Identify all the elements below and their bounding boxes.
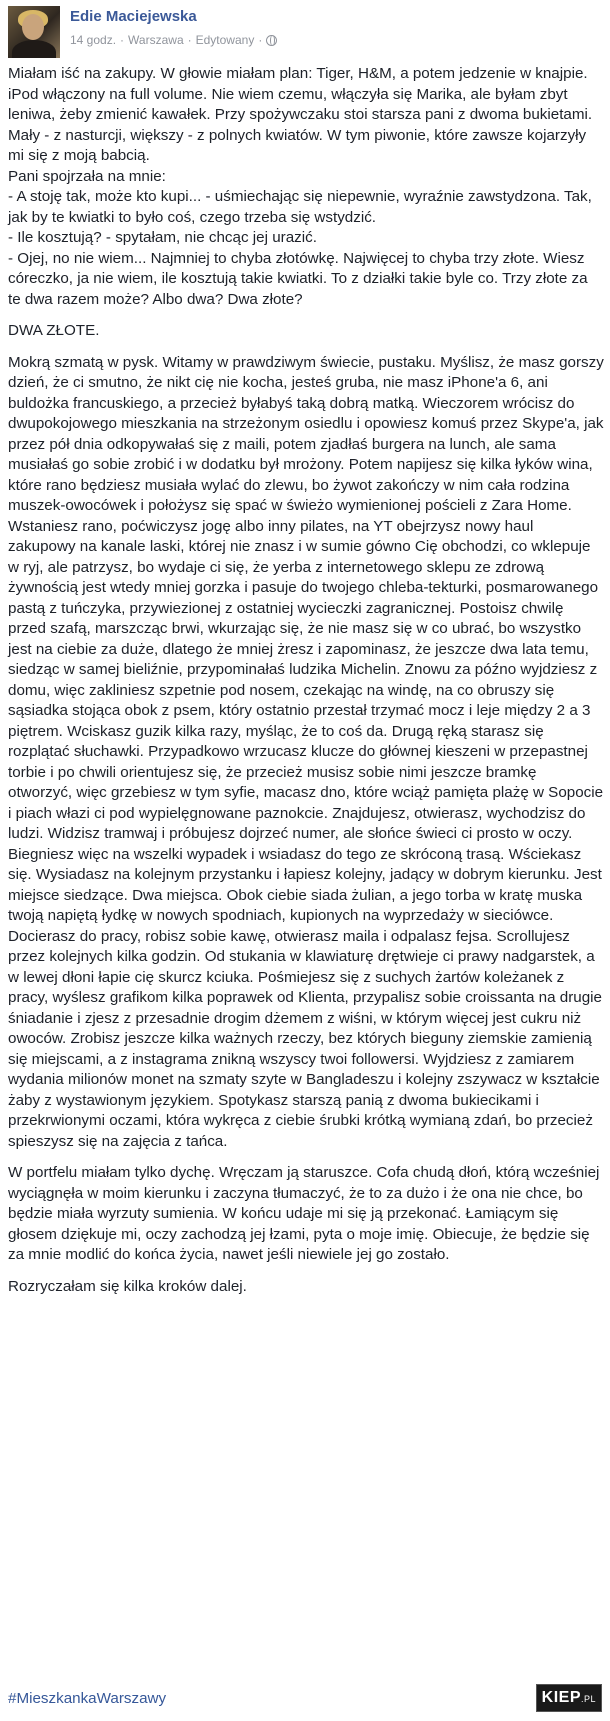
watermark-suffix: .PL <box>580 1694 596 1704</box>
avatar[interactable] <box>8 6 60 58</box>
globe-icon[interactable] <box>266 35 277 46</box>
hashtag-link[interactable]: #MieszkankaWarszawy <box>8 1690 167 1707</box>
post-header <box>8 6 602 56</box>
meta-separator: · <box>187 33 192 47</box>
author-name[interactable]: Edie Maciejewska <box>70 8 197 25</box>
meta-separator: · <box>120 33 125 47</box>
kiep-watermark-logo <box>536 1684 602 1712</box>
post-paragraph: Miałam iść na zakupy. W głowie miałam plan: Tiger, H&M, a potem jedzenie w knajpie. iPod włączony na full volume. Nie wiem czemu, włączyła się Marika, ale byłam zbyt leniwa, żeby zmienić kawałek. Przy spożywczaku stoi starsza pani z dwoma bukietami. Mały - z nasturcji, większy - z polnych kwiatów. W tym piwonie, które zawsze kojarzyły mi się z moją babcią. Pani spojrzała na mnie: - A stoję tak, może kto kupi... - uśmiechając się niepewnie, wyraźnie zawstydzona. Tak, jak by te kwiatki to było coś, czego trzeba się wstydzić. - Ile kosztują? - spytałam, nie chcąc jej urazić. - Ojej, no nie wiem... Najmniej to chyba złotówkę. Najwięcej to chyba trzy złote. Wiesz córeczko, ja nie wiem, ile kosztują takie kwiatki. To z działki takie byle co. Trzy złote za te dwa razem może? Albo dwa? Dwa złote? <box>8 65 593 308</box>
post-time[interactable]: 14 godz. <box>70 33 117 47</box>
watermark-text: KIEP <box>541 1689 581 1706</box>
avatar-body <box>12 40 56 58</box>
post-paragraph: Mokrą szmatą w pysk. Witamy w prawdziwym świecie, pustaku. Myślisz, że masz gorszy dzień, że ci smutno, że nikt cię nie kocha, jesteś gruba, nie masz iPhone'a 6, ani buldożka francuskiego, a przecież byłabyś taką dobrą matką. Wieczorem wrócisz do dwupokojowego mieszkania na strzeżonym osiedlu i opowiesz komuś przez Skype'a, jak przez pół dnia odkopywałaś się z maili, potem zjadłaś burgera na lunch, ale sama musiałaś go sobie zrobić i w dodatku był mrożony. Potem napijesz się kilka łyków wina, które rano będziesz musiała wylać do zlewu, bo żywot zakończy w nim cała rodzina muszek-owocówek i położysz się spać w świeżo wymienionej pościeli z Zara Home. Wstaniesz rano, poćwiczysz jogę albo inny pilates, na YT obejrzysz nowy haul zakupowy na kanale laski, której nie znasz i w sumie gówno Cię obchodzi, co wklepuje w ryj, ale patrzysz, bo wydaje ci się, że yerba z internetowego sklepu ze zdrową żywnością jest wtedy mniej gorzka i pasuje do twojego chleba-tekturki, posmarowanego pastą z tuńczyka, przywiezionej z ostatniej wycieczki zagranicznej. Postoisz chwilę przed szafą, marszcząc brwi, wkurzając się, że nie masz się w co ubrać, bo wszystko jest na ciebie za duże, dlatego że mniej żresz i zapominasz, że jeszcze dwa lata temu, siedząc w samej bieliźnie, przypominałaś ludzika Michelin. Znowu za późno wyjdziesz z domu, więc zakliniesz szpetnie pod nosem, czekając na windę, na co obruszy się sąsiadka stojąca obok z psem, który ostatnio przestał trzymać mocz i leje między 2 a 3 piętrem. Wciskasz guzik kilka razy, myśląc, że to coś da. Drugą ręką starasz się rozplątać słuchawki. Przypadkowo wrzucasz klucze do głównej kieszeni w przepastnej torbie i po chwili orientujesz się, że przecież musisz sobie nimi jeszcze bramkę otworzyć, więc grzebiesz w tym syfie, macasz dno, które wciąż pamięta plażę w Sopocie i piach włazi ci pod wypielęgnowane paznokcie. Znajdujesz, otwierasz, wychodzisz do ludzi. Widzisz tramwaj i próbujesz dojrzeć numer, ale słońce świeci ci prosto w oczy. Biegniesz więc na wszelki wypadek i wsiadasz do tego ze skróconą trasą. Wściekasz się. Wysiadasz na kolejnym przystanku i łapiesz kolejny, jadący w dobrym kierunku. Jest miejsce siedzące. Dwa miejsca. Obok ciebie siada żulian, a jego torba w kratę muska twoją napiętą łydkę w nowych spodniach, kupionych na wyprzedaży w sieciówce. Docierasz do pracy, robisz sobie kawę, otwierasz maila i odpalasz fejsa. Scrollujesz przez kolejnych kilka godzin. Od stukania w klawiaturę drętwieje ci prawy nadgarstek, a w lewej dłoni łapie cię skurcz kciuka. Pośmiejesz się z suchych żartów koleżanek z pracy, wyślesz grafikom kilka poprawek od Klienta, przypalisz sobie croissanta na drugie śniadanie i zjesz z przesadnie drogim dżemem z wiśni, w którym więcej jest cukru niż owoców. Zrobisz jeszcze kilka ważnych rzeczy, bez których bieguny ziemskie zamienią się miejscami, a z instagrama znikną wszyscy twoi followersi. Wyjdziesz z zamiarem wydania milionów monet na szmaty szyte w Bangladeszu i kolejny zszywacz w kształcie żaby z wystawionym językiem. Spotykasz starszą panią z dwoma bukiecikami i przekrwionymi oczami, która wykręca z ciebie śrubki krótką wymianą zdań, bo przecież spieszysz się na zajęcia z tańca. <box>8 353 604 1150</box>
post-meta <box>70 33 277 47</box>
post-body <box>8 64 604 1308</box>
post-location[interactable]: Warszawa <box>128 33 184 47</box>
avatar-face <box>22 14 44 40</box>
post-paragraph: W portfelu miałam tylko dychę. Wręczam ją staruszce. Cofa chudą dłoń, którą wcześniej wyciągnęła w moim kierunku i zaczyna tłumaczyć, że to za dużo i że ona nie chce, bo będzie miała wyrzuty sumienia. W końcu udaje mi się ją przekonać. Łamiącym się głosem dziękuje mi, oczy zachodzą jej łzami, pyta o moje imię. Obiecuje, że będzie się za mnie modlić do końca życia, nawet jeśli niewiele jej go zostało. <box>8 1164 600 1263</box>
post-paragraph: DWA ZŁOTE. <box>8 322 100 339</box>
post-paragraph: Rozryczałam się kilka kroków dalej. <box>8 1277 247 1295</box>
meta-separator: · <box>258 33 263 47</box>
edited-label[interactable]: Edytowany <box>195 33 255 47</box>
